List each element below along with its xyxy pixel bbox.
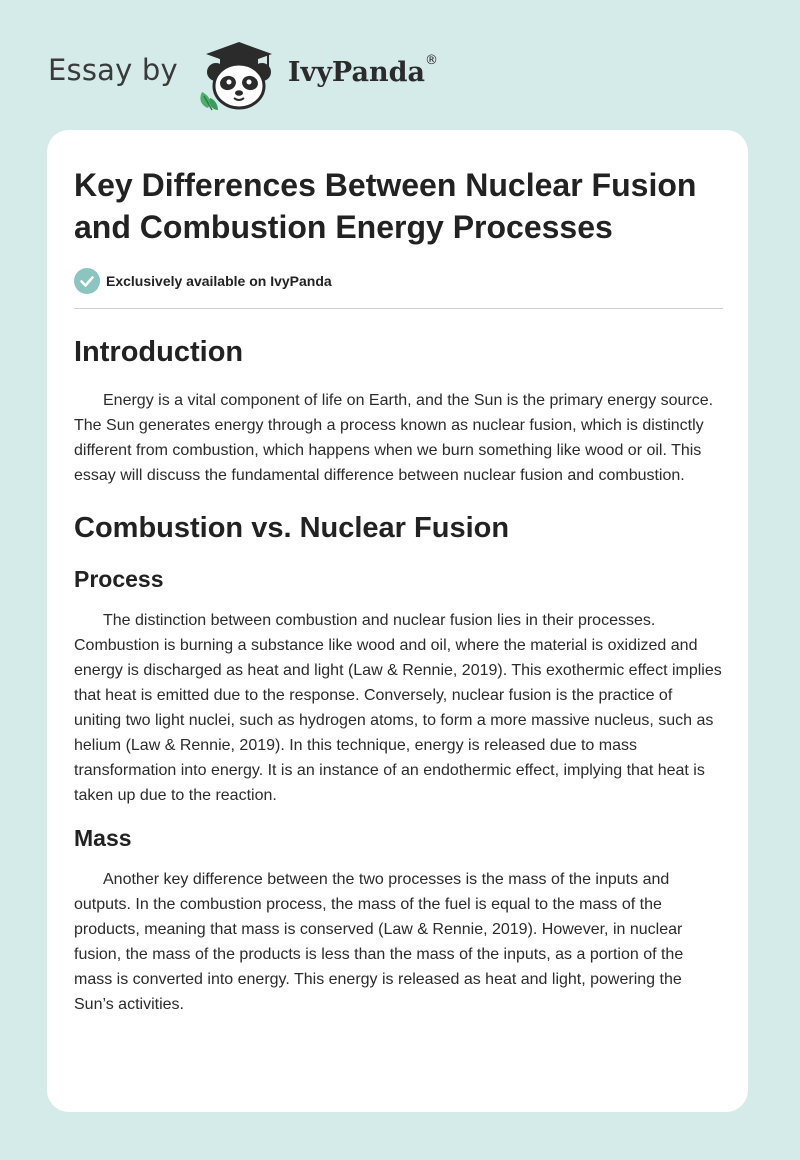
site-header bbox=[48, 36, 438, 112]
check-circle-icon bbox=[74, 268, 100, 294]
essay-by-label: Essay by bbox=[48, 53, 178, 87]
brand-name[interactable] bbox=[287, 52, 438, 88]
brand-text: IvyPanda bbox=[287, 56, 425, 88]
comparison-heading: Combustion vs. Nuclear Fusion bbox=[74, 512, 510, 544]
exclusive-label: Exclusively available on IvyPanda bbox=[106, 273, 332, 289]
exclusive-badge bbox=[74, 268, 723, 294]
essay-title: Key Differences Between Nuclear Fusion and Combustion Energy Processes bbox=[74, 167, 697, 245]
process-heading: Process bbox=[74, 566, 164, 592]
essay-content bbox=[74, 164, 723, 1017]
title-divider bbox=[74, 308, 723, 309]
mass-paragraph: Another key difference between the two processes is the mass of the inputs and outputs. In the combustion process, the mass of the fuel is equal to the mass of the products, meaning that mass is conserved (Law & Rennie, 2019). However, in nuclear fusion, the mass of the products is less than the mass of the inputs, as a portion of the mass is converted into energy. This energy is released as heat and light, powering the Sun’s activities. bbox=[74, 871, 684, 1013]
essay-card bbox=[47, 130, 748, 1112]
registered-mark: ® bbox=[424, 52, 438, 68]
introduction-heading: Introduction bbox=[74, 336, 244, 368]
introduction-paragraph: Energy is a vital component of life on Earth, and the Sun is the primary energy source. The Sun generates energy through a process known as nuclear fusion, which is distinctly different from combustion, which happens when we burn something like wood or oil. This essay will discuss the fundamental difference between nuclear fusion and combustion. bbox=[74, 392, 714, 484]
mass-heading: Mass bbox=[74, 825, 132, 851]
process-paragraph: The distinction between combustion and nuclear fusion lies in their processes. Combustion is burning a substance like wood and oil, where the material is oxidized and energy is discharged as heat and light (Law & Rennie, 2019). This exothermic effect implies that heat is emitted due to the response. Conversely, nuclear fusion is the practice of uniting two light nuclei, such as hydrogen atoms, to form a more massive nucleus, such as helium (Law & Rennie, 2019). In this technique, energy is released due to mass transformation into energy. It is an instance of an endothermic effect, implying that heat is taken up due to the reaction. bbox=[74, 612, 722, 804]
panda-graduate-logo-icon[interactable] bbox=[196, 36, 282, 112]
